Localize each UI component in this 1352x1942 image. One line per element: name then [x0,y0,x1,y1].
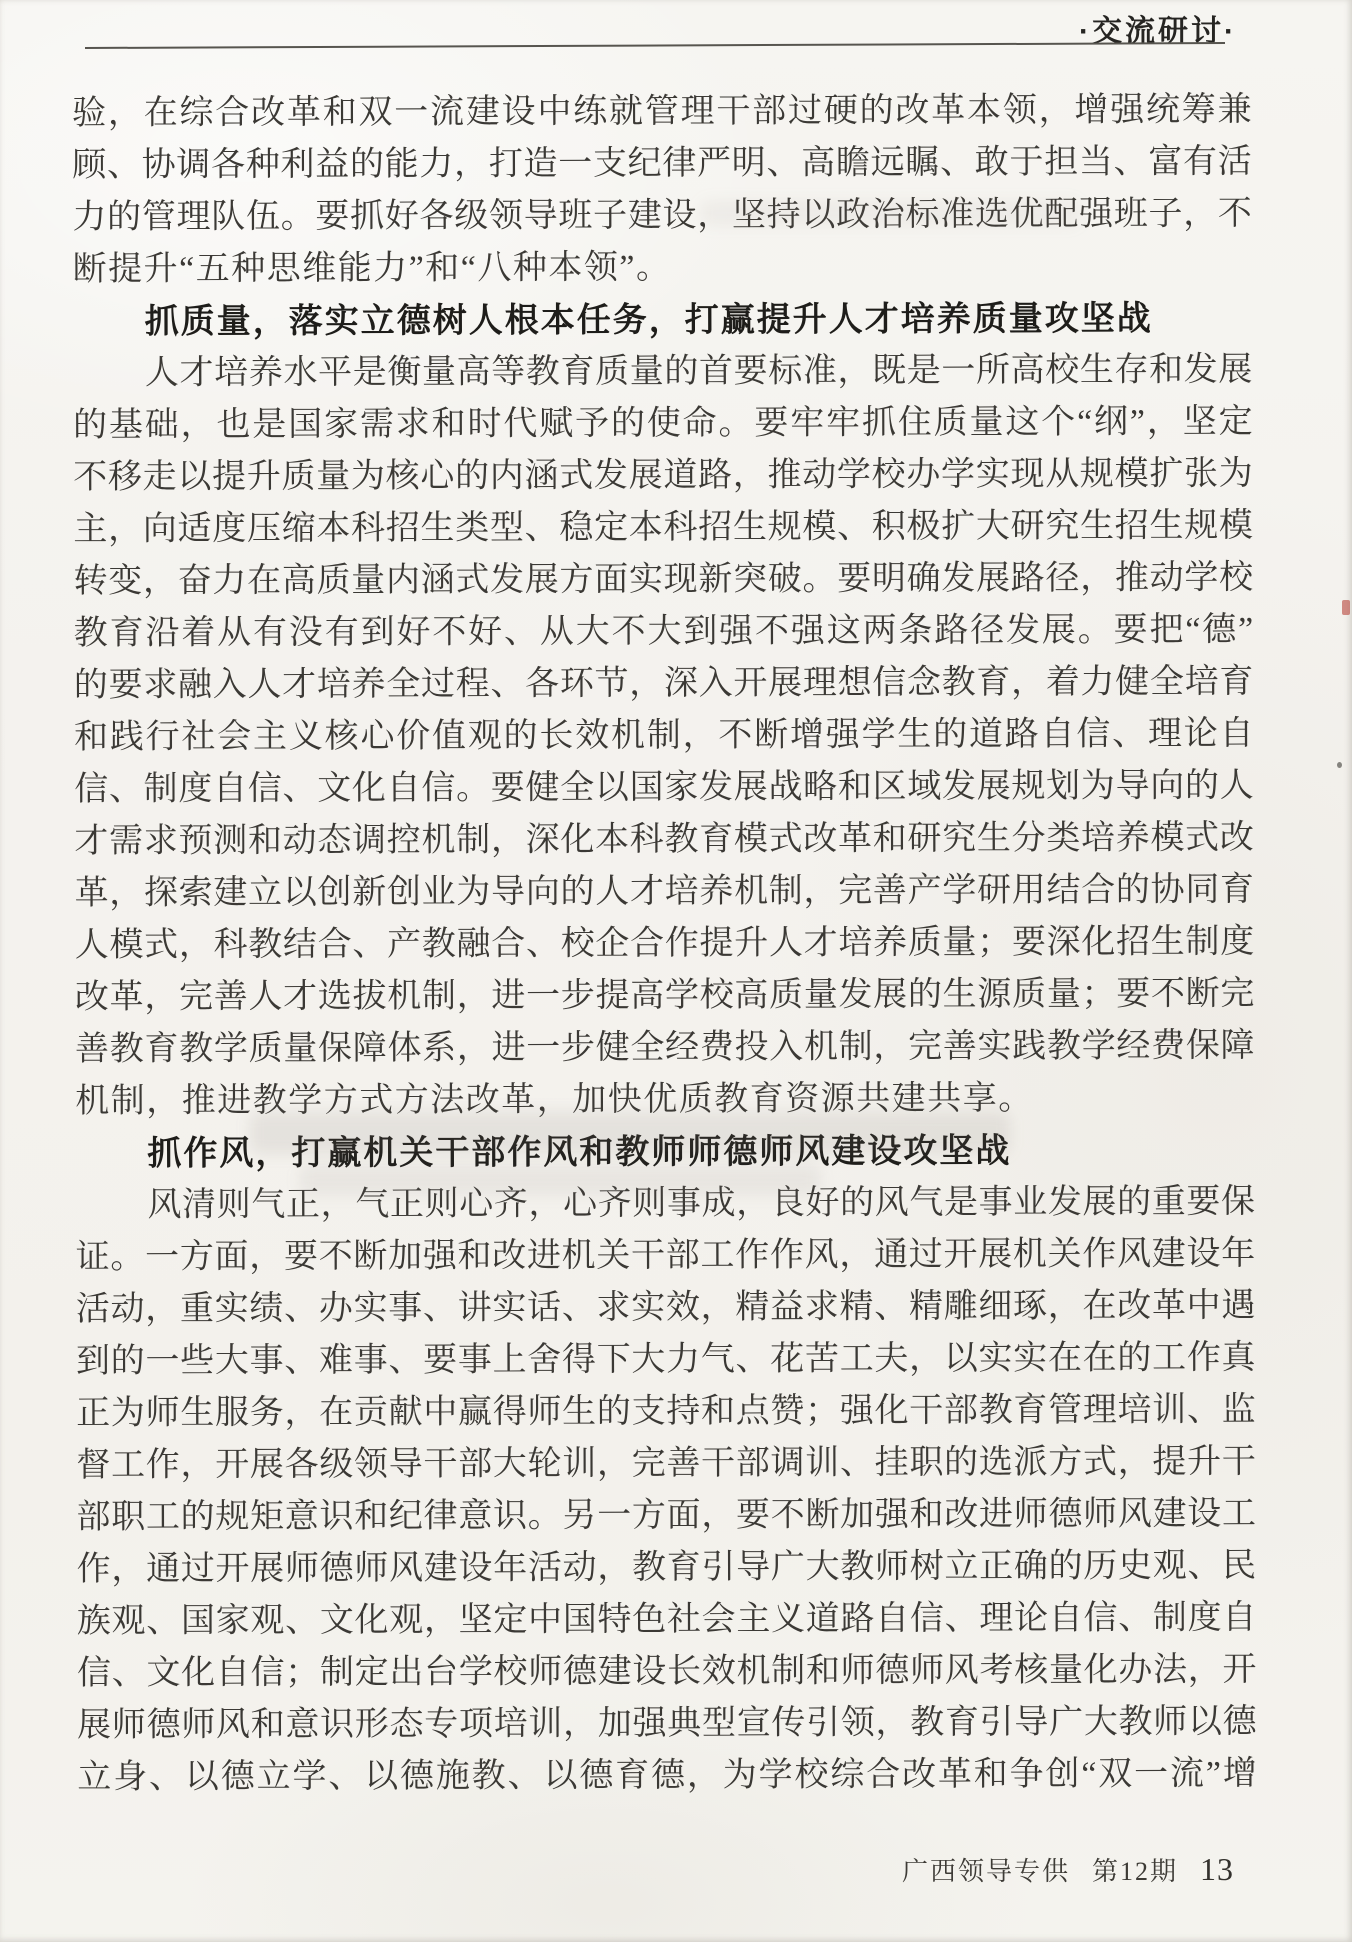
text-line: 转变，奋力在高质量内涵式发展方面实现新突破。要明确发展路径，推动学校 [73,559,1254,600]
text-line: 改革，完善人才选拔机制，进一步提高学校高质量发展的生源质量；要不断完 [74,975,1255,1016]
text-line: 作，通过开展师德师风建设年活动，教育引导广大教师树立正确的历史观、民 [76,1547,1257,1588]
page-footer [902,1851,1234,1888]
text-line: 教育沿着从有没有到好不好、从大不大到强不强这两条路径发展。要把“德” [73,611,1254,652]
text-line: 人才培养水平是衡量高等教育质量的首要标准，既是一所高校生存和发展 [144,351,1253,392]
text-line: 风清则气正，气正则心齐，心齐则事成，良好的风气是事业发展的重要保 [147,1183,1256,1224]
text-line: 验，在综合改革和双一流建设中练就管理干部过硬的改革本领，增强统筹兼 [72,91,1253,132]
text-line: 主，向适度压缩本科招生类型、稳定本科招生规模、积极扩大研究生招生规模 [73,507,1254,548]
text-line: 活动，重实绩、办实事、讲实话、求实效，精益求精、精雕细琢，在改革中遇 [75,1287,1256,1328]
text-line: 展师德师风和意识形态专项培训，加强典型宣传引领，教育引导广大教师以德 [77,1703,1258,1744]
scan-dark-speck [1337,762,1342,768]
text-line: 人模式，科教结合、产教融合、校企合作提升人才培养质量；要深化招生制度 [74,923,1255,964]
footer-issue-number: 第12期 [1091,1857,1178,1886]
text-line: 机制，推进教学方式方法改革，加快优质教育资源共建共享。 [75,1079,1034,1120]
text-line: 正为师生服务，在贡献中赢得师生的支持和点赞；强化干部教育管理培训、监 [76,1391,1257,1432]
text-line: 和践行社会主义核心价值观的长效机制，不断增强学生的道路自信、理论自 [73,715,1255,756]
text-line: 督工作，开展各级领导干部大轮训，完善干部调训、挂职的选派方式，提升干 [76,1443,1257,1484]
text-line: 善教育教学质量保障体系，进一步健全经费投入机制，完善实践教学经费保障 [74,1027,1256,1068]
text-line: 部职工的规矩意识和纪律意识。另一方面，要不断加强和改进师德师风建设工 [76,1495,1257,1536]
header-rule [85,42,1225,49]
text-line: 立身、以德立学、以德施教、以德育德，为学校综合改革和争创“双一流”增 [77,1755,1258,1796]
text-line: 力的管理队伍。要抓好各级领导班子建设，坚持以政治标准选优配强班子，不 [72,195,1253,236]
text-line: 信、制度自信、文化自信。要健全以国家发展战略和区域发展规划为导向的人 [74,767,1255,808]
text-line: 断提升“五种思维能力”和“八种本领”。 [72,249,672,288]
text-line: 的要求融入人才培养全过程、各环节，深入开展理想信念教育，着力健全培育 [73,663,1254,704]
scan-red-speck [1342,600,1350,615]
section-label: ·交流研讨· [1079,15,1237,48]
article-body [72,84,1257,1804]
section-heading: 抓作风，打赢机关干部作风和教师师德师风建设攻坚战 [147,1132,1012,1173]
section-heading: 抓质量，落实立德树人根本任务，打赢提升人才培养质量攻坚战 [144,299,1153,341]
text-line: 到的一些大事、难事、要事上舍得下大力气、花苦工夫，以实实在在的工作真 [75,1339,1257,1380]
text-line: 不移走以提升质量为核心的内涵式发展道路，推动学校办学实现从规模扩张为 [73,455,1254,496]
text-line: 证。一方面，要不断加强和改进机关干部工作作风，通过开展机关作风建设年 [75,1235,1256,1276]
text-line: 的基础，也是国家需求和时代赋予的使命。要牢牢抓住质量这个“纲”，坚定 [73,403,1254,444]
text-line: 族观、国家观、文化观，坚定中国特色社会主义道路自信、理论自信、制度自 [76,1599,1257,1640]
text-line: 顾、协调各种利益的能力，打造一支纪律严明、高瞻远瞩、敢于担当、富有活 [72,143,1253,184]
footer-journal-title: 广西领导专供 [901,1857,1070,1886]
text-line: 才需求预测和动态调控机制，深化本科教育模式改革和研究生分类培养模式改 [74,819,1255,860]
text-line: 革，探索建立以创新创业为导向的人才培养机制，完善产学研用结合的协同育 [74,871,1255,912]
text-line: 信、文化自信；制定出台学校师德建设长效机制和师德师风考核量化办法，开 [76,1651,1258,1692]
footer-page-number: 13 [1200,1851,1234,1887]
